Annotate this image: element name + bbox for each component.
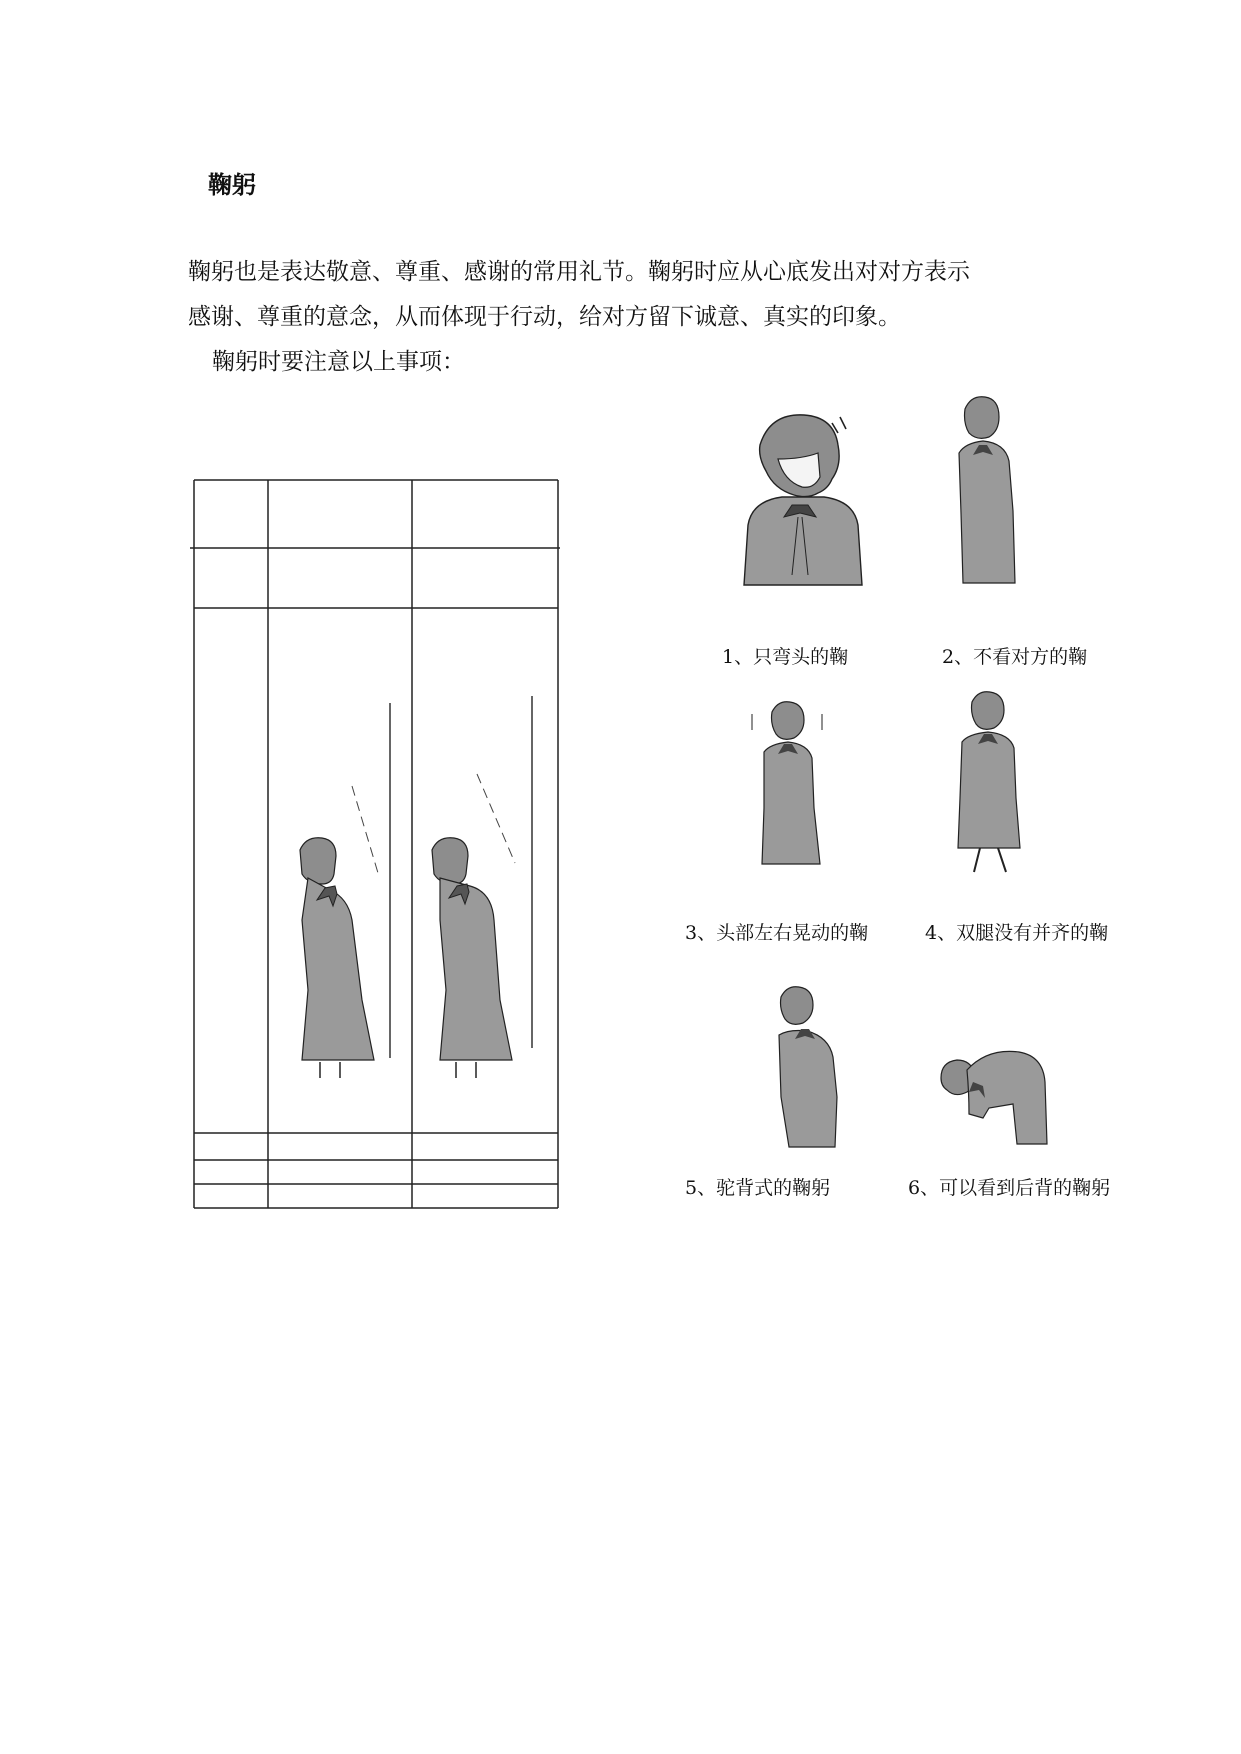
caption-figure-5: 5、驼背式的鞠躬 bbox=[685, 1177, 831, 1199]
figure-6-back-visible-bow-icon bbox=[935, 1040, 1055, 1150]
page-heading: 鞠躬 bbox=[208, 171, 256, 199]
figure-2-not-looking-bow-icon bbox=[945, 395, 1025, 595]
caption-figure-2: 2、不看对方的鞠 bbox=[942, 646, 1088, 668]
intro-paragraph-line-1: 鞠躬也是表达敬意、尊重、感谢的常用礼节。鞠躬时应从心底发出对对方表示 bbox=[188, 259, 970, 285]
table-grid bbox=[190, 478, 562, 1210]
intro-paragraph-line-3: 鞠躬时要注意以上事项： bbox=[212, 349, 465, 375]
caption-figure-4: 4、双腿没有并齐的鞠 bbox=[925, 922, 1109, 944]
figure-3-head-swaying-bow-icon bbox=[750, 700, 830, 870]
caption-figure-3: 3、头部左右晃动的鞠 bbox=[685, 922, 869, 944]
figure-1-head-only-bow-icon bbox=[740, 405, 870, 595]
bowing-figure-b-icon bbox=[432, 696, 532, 1078]
bowing-figure-a-icon bbox=[300, 703, 390, 1078]
intro-paragraph-line-2: 感谢、尊重的意念，从而体现于行动，给对方留下诚意、真实的印象。 bbox=[188, 304, 901, 330]
figure-5-hunched-back-bow-icon bbox=[765, 985, 845, 1160]
caption-figure-6: 6、可以看到后背的鞠躬 bbox=[908, 1177, 1111, 1199]
figure-4-legs-apart-bow-icon bbox=[950, 690, 1030, 880]
caption-figure-1: 1、只弯头的鞠 bbox=[722, 646, 849, 668]
bow-comparison-table bbox=[190, 478, 562, 1210]
